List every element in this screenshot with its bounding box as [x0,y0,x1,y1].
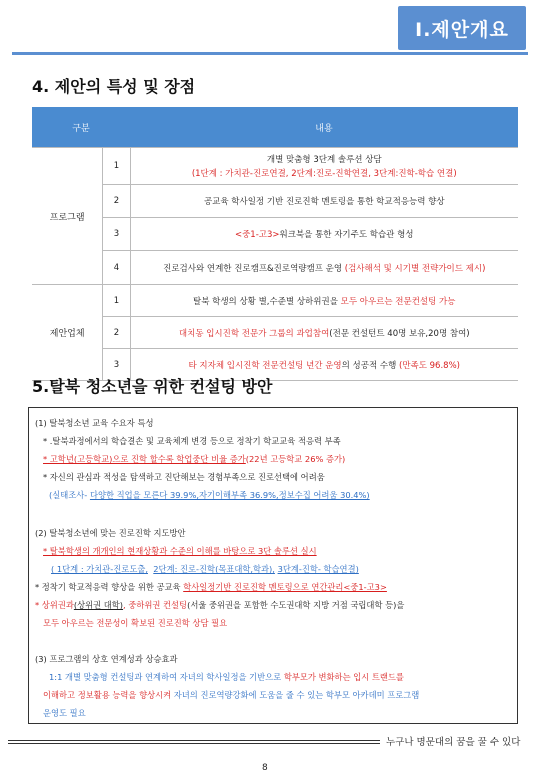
row-content [130,285,518,317]
p3-title: (3) 프로그램의 상호 연계성과 상승효과 [35,654,178,664]
footer-rule [8,740,380,741]
page-number: 8 [262,763,268,773]
row-content-text: 탈북 학생의 상황 별,수준별 상하위권을 [193,296,341,307]
row-content-text: 워크북을 통한 자기주도 학습관 형성 [279,230,414,240]
chapter-tab: Ⅰ.제안개요 [398,6,526,50]
p2-steps [51,563,359,575]
p2-bullet-1 [43,545,317,557]
p2-bullet-4-c: , 중하위권 컨설팅 [123,600,188,610]
footer-tagline: 누구나 명문대의 꿈을 꿀 수 있다 [386,737,521,748]
footer-rule-2 [8,743,380,744]
row-number: 4 [103,251,130,285]
p1-bullet-1: * .탈북과정에서의 학습결손 및 교육체계 변경 등으로 정착기 학교교육 적응력 부족 [43,436,341,446]
group-program: 프로그램 [32,148,103,285]
p2-bullet-3-text: * 정착기 학교적응력 향상을 위한 공교육 [35,582,184,592]
p2-bullet-3 [35,581,387,593]
row-number: 3 [103,349,130,381]
row-number: 1 [103,148,130,185]
row-number: 3 [103,218,130,251]
row-content-text: 진로검사와 연계한 진로캠프&진로역량캠프 운영 [163,263,345,274]
row-content-line1: 개별 맞춤형 3단계 솔루션 상담 [266,155,382,165]
col-category-header: 구분 [32,107,130,148]
p2-bullet-4 [35,599,404,611]
p2-step-2: 2단계: 진로-진학(목표대학,학과), [153,564,275,574]
p3-line-2-b: 자녀의 진로역량강화에 도움을 줄 수 있는 학부모 아카데미 프로그램 [173,690,420,700]
p1-bullet-2-highlight: * 고학년(고등학교)으로 진학 할수록 학업중단 비율 증가 [43,454,246,464]
row-number: 2 [103,185,130,218]
row-number: 2 [103,317,130,349]
p3-line-1-a: 1:1 개별 맞춤형 컨설팅과 연계하여 자녀의 학사일정을 기반으로 [49,672,284,682]
p3-line-1-b: 학부모가 변화하는 입시 트랜드를 [283,672,404,682]
p2-bullet-4-a: * 상위권과 [35,600,74,610]
table-row [32,317,518,349]
row-content-highlight: 타 지자체 입시진학 전문컨설팅 년간 운영 [188,360,342,371]
p3-line-3: 운영도 필요 [43,708,86,718]
table-row [32,185,518,218]
p1-survey-label: (실태조사- [49,490,90,500]
p1-survey [49,489,370,501]
row-content [130,317,518,349]
table-row [32,285,518,317]
proposal-features-table [32,107,518,381]
p1-bullet-3: * 자신의 관심과 적성을 탐색하고 진단해보는 경험부족으로 진로선택에 어려움 [43,472,325,482]
p2-title: (2) 탈북청소년에 맞는 진로진학 지도방안 [35,528,186,538]
row-content-highlight: 대치동 입시진학 전문가 그룹의 과업참여 [178,328,330,339]
p1-survey-values: 다양한 직업을 모른다 39.9%,자기이해부족 36.9%,정보수집 어려움 30.4%) [89,490,370,500]
row-content-text: 의 성공적 수행 [341,360,399,371]
header-rule [12,52,528,55]
row-content-highlight: 모두 아우르는 전문컨설팅 가능 [340,296,456,307]
row-content-line2: (1단계 : 가치관-진로연결, 2단계:진로-진학연결, 3단계:진학-학습 연결) [191,169,457,179]
row-number: 1 [103,285,130,317]
p3-line-1 [49,671,404,683]
row-content [130,251,518,285]
p1-bullet-2-tail: (22년 고등학교 26% 증가) [245,454,346,464]
row-content-highlight: <중1-고3> [234,230,280,240]
p1-bullet-2 [43,453,345,465]
p2-bullet-4-d: (서울 중위권을 포함한 수도권대학 지방 거점 국립대학 등)을 [187,600,405,610]
p2-bullet-3-highlight: 학사일정기반 진로진학 멘토링으로 연간관리<중1-고3> [183,582,387,592]
p3-line-2-a: 이해하고 정보활용 능력을 향상시켜 [43,690,174,700]
table-row [32,251,518,285]
col-content-header: 내용 [130,107,518,148]
p2-bullet-5: 모두 아우르는 전문성이 확보된 진로진학 상담 필요 [43,618,228,628]
table-row [32,218,518,251]
p2-step-1: ( 1단계 : 가치관-진로도출, [51,564,148,574]
group-provider: 제안업체 [32,285,103,381]
table-row [32,148,518,185]
row-content [130,218,518,251]
row-content [130,148,518,185]
p1-title: (1) 탈북청소년 교육 수요자 특성 [35,418,154,428]
consulting-plan-box [28,407,518,724]
p3-line-2 [43,689,419,701]
p2-bullet-1-text: * 탈북학생의 개개인의 현재상황과 수준의 이해를 바탕으로 3단 솔루션 실시 [43,546,317,556]
row-content-highlight: (검사해석 및 시기별 전략가이드 제시) [344,263,486,274]
p2-bullet-4-b: (상위권 대학) [73,600,124,610]
row-content: 공교육 학사일정 기반 진로진학 멘토링을 통한 학교적응능력 향상 [130,185,518,218]
table-header-row [32,107,518,148]
row-content-text: (전문 컨설턴트 40명 보유,20명 참여) [329,328,470,339]
row-content-satisfaction: (만족도 96.8%) [399,360,460,371]
section4-title: 4. 제안의 특성 및 장점 [32,77,196,96]
p2-step-3: 3단계-진학- 학습연결) [277,564,359,574]
section5-title: 5.탈북 청소년을 위한 컨설팅 방안 [32,377,273,396]
